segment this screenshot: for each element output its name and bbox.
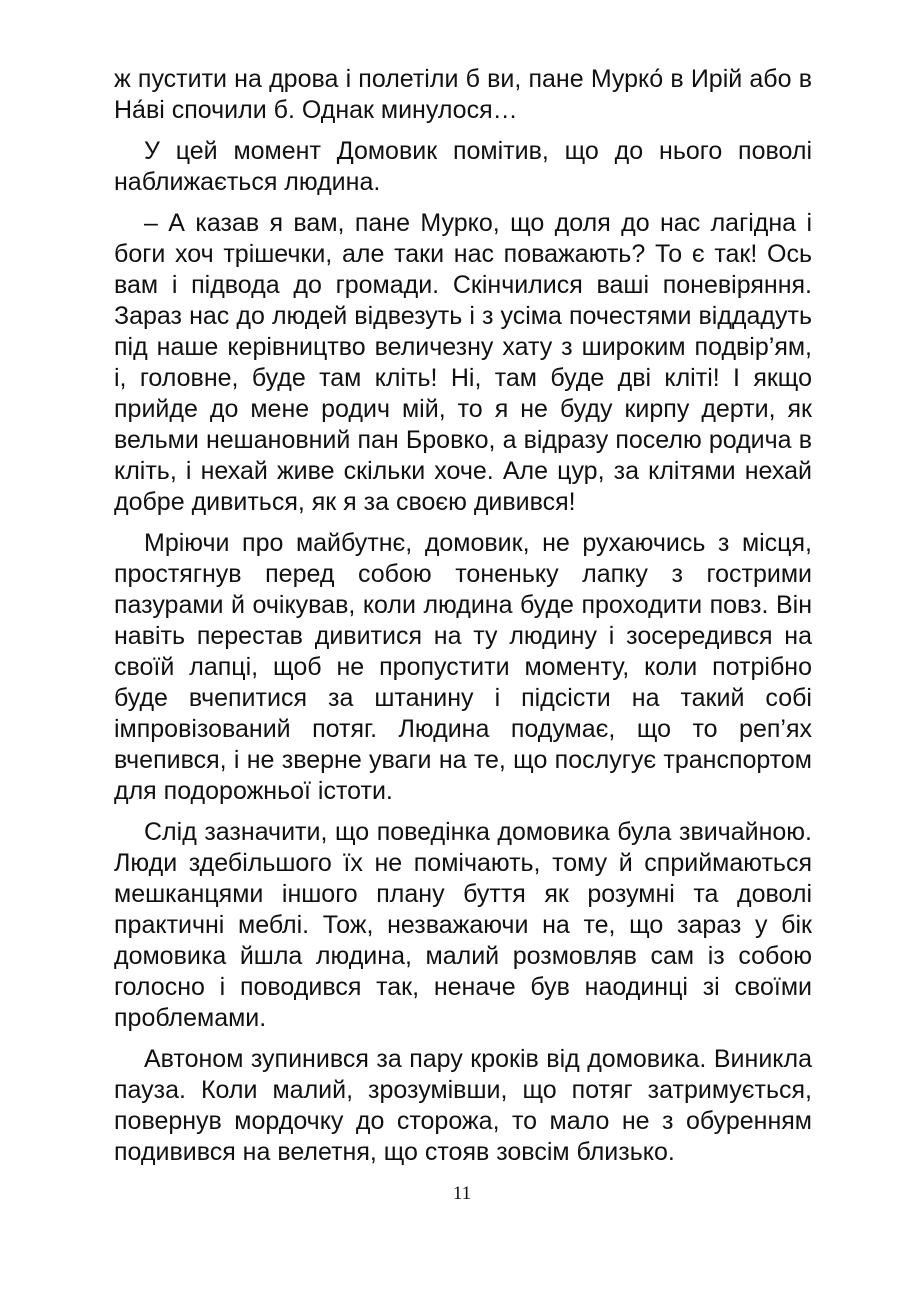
paragraph: Слід зазначити, що поведінка домовика була звичайною. Люди здебільшого їх не помічають, тому й сприймаються мешканцями іншого плану буття як розумні та доволі практичні меблі. Тож, незважаючи на те, що зараз у бік домовика йшла людина, малий розмовляв сам із собою голосно і поводився так, неначе був наодинці зі своїми проблемами.	[114, 818, 812, 1032]
paragraph: – А казав я вам, пане Мурко, що доля до нас лагідна і боги хоч трішечки, але таки нас поважають? То є так! Ось вам і підвода до громади. Скінчилися ваші поневіряння. Зараз нас до людей відвезуть і з усіма почестями віддадуть під наше керівництво величезну хату з широким подвір’ям, і, головне, буде там кліть! Ні, там буде дві кліті! І якщо прийде до мене родич мій, то я не буду кирпу дерти, як вельми нешановний пан Бровко, а відразу поселю родича в кліть, і нехай живе скільки хоче. Але цур, за клітями нехай добре дивиться, як я за своєю дивився!	[114, 209, 812, 516]
paragraph: Мріючи про майбутнє, домовик, не рухаючись з місця, простягнув перед собою тоненьку лапку з гострими пазурами й очікував, коли людина буде проходити повз. Він навіть перестав дивитися на ту людину і зосередився на своїй лапці, щоб не пропустити моменту, коли потрібно буде вчепитися за штанину і підсісти на такий собі імпровізований потяг. Людина подумає, що то реп’ях вчепився, і не зверне уваги на те, що послугує транспортом для подорожньої істоти.	[114, 529, 812, 805]
paragraph: Автоном зупинився за пару кроків від домовика. Виникла пауза. Коли малий, зрозумівши, що потяг затримується, повернув мордочку до сторожа, то мало не з обуренням подивився на велетня, що стояв зовсім близько.	[114, 1045, 812, 1166]
paragraph: У цей момент Домовик помітив, що до нього поволі наближається людина.	[114, 137, 812, 196]
paragraph-continuation: ж пустити на дрова і полетіли б ви, пане Мурко́ в Ирій або в На́ві спочили б. Однак минулося…	[114, 65, 812, 124]
page-number: 11	[452, 1183, 472, 1204]
page-body	[114, 64, 812, 1178]
